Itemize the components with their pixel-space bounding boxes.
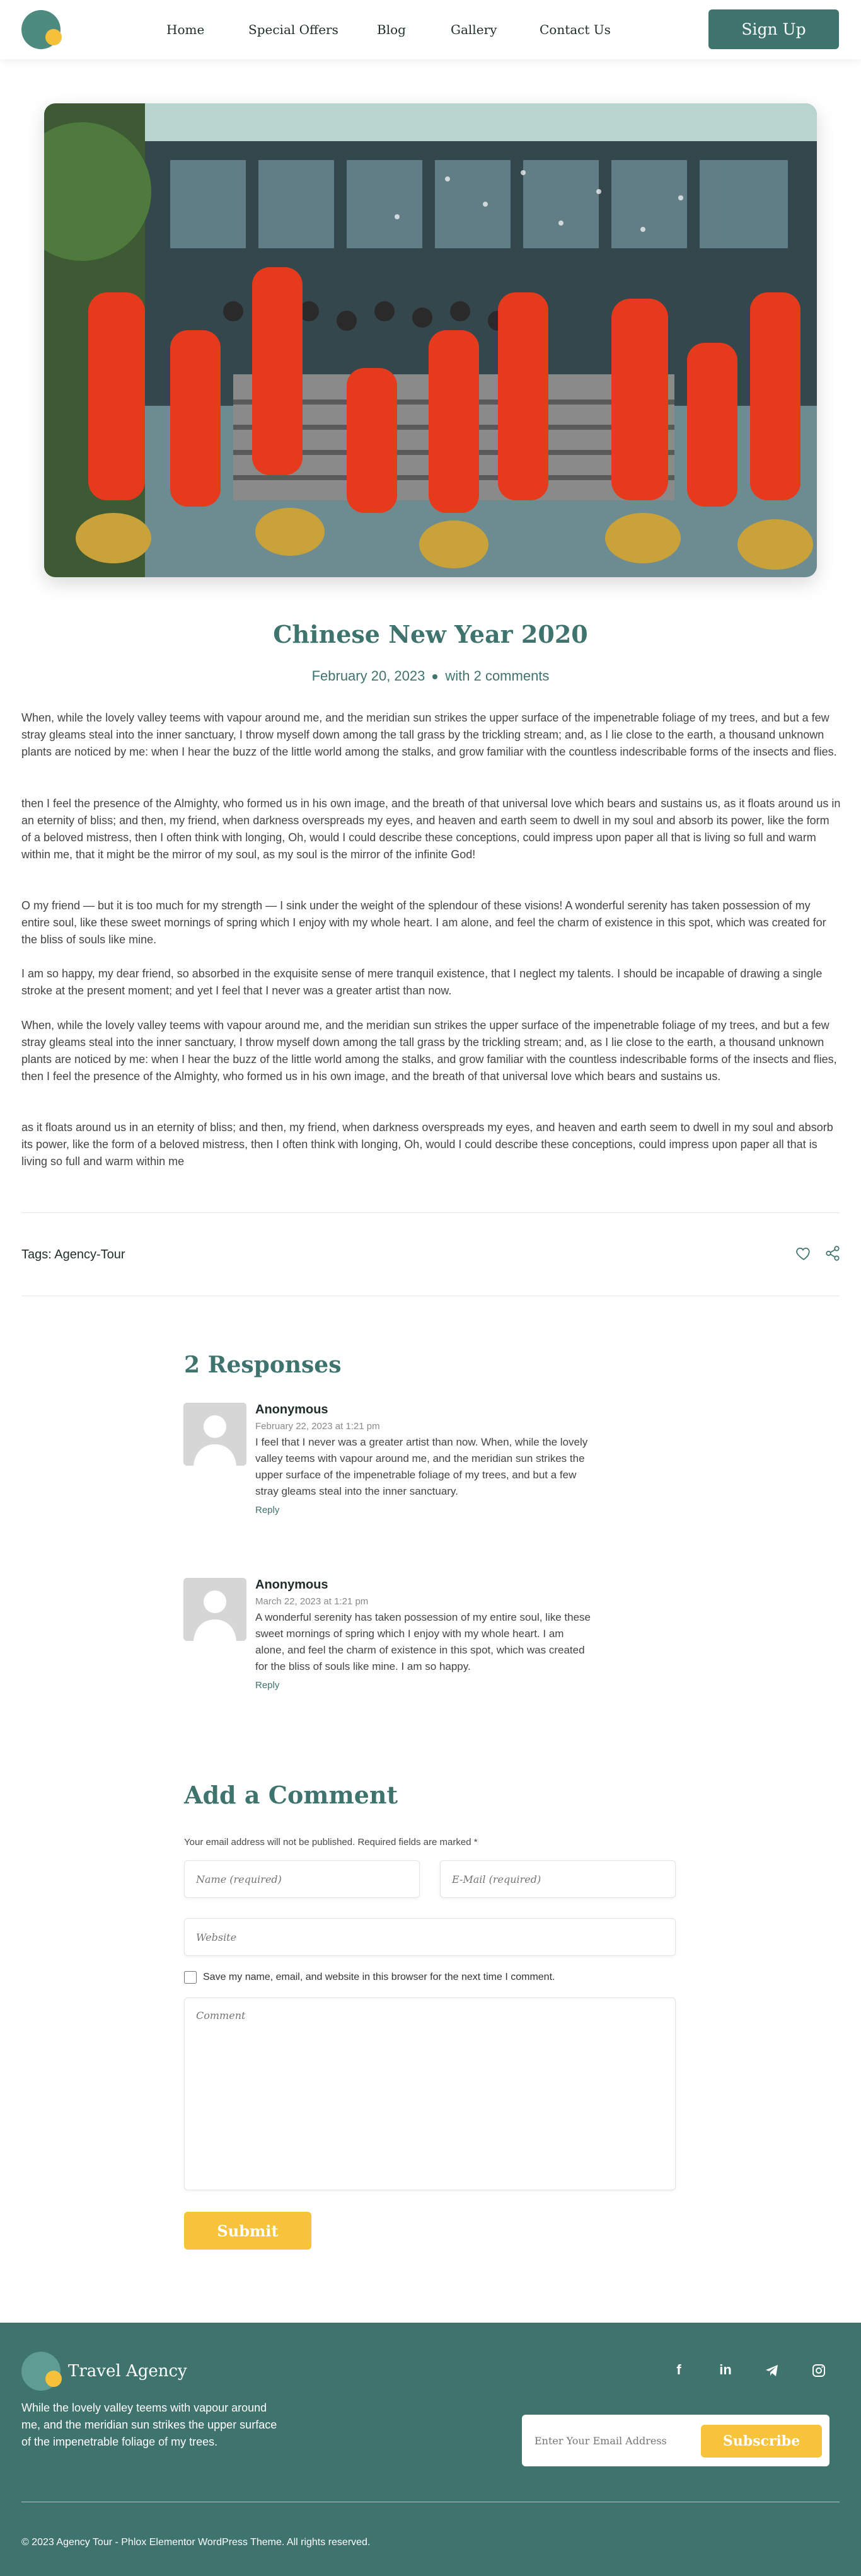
add-comment-title: Add a Comment bbox=[184, 1781, 398, 1809]
newsletter-email-input[interactable] bbox=[535, 2426, 698, 2455]
post-meta bbox=[0, 668, 861, 684]
footer-logo[interactable] bbox=[21, 2352, 61, 2391]
copyright-text: © 2023 Agency Tour - Phlox Elementor WordPress Theme. All rights reserved. bbox=[21, 2537, 371, 2548]
required-fields-note: Your email address will not be published. Required fields are marked * bbox=[184, 1837, 478, 1848]
post-featured-image bbox=[44, 103, 817, 577]
post-comments-count[interactable]: with 2 comments bbox=[445, 668, 550, 684]
save-info-label: Save my name, email, and website in this browser for the next time I comment. bbox=[203, 1972, 555, 1982]
comment-author: Anonymous bbox=[255, 1403, 328, 1417]
submit-button[interactable]: Submit bbox=[184, 2212, 311, 2250]
comment-text: A wonderful serenity has taken possession of my entire soul, like these sweet mornings of spring which I enjoy with my whole heart. I am alone, and feel the charm of existence in this spot, which was created for the bliss of souls like mine. I am so happy. bbox=[255, 1611, 591, 1672]
meta-separator bbox=[432, 674, 437, 679]
subscribe-button[interactable]: Subscribe bbox=[701, 2425, 822, 2458]
comment-item bbox=[183, 1403, 599, 1554]
sign-up-button[interactable]: Sign Up bbox=[708, 9, 839, 49]
divider-top bbox=[21, 1212, 840, 1213]
reply-link[interactable]: Reply bbox=[255, 1505, 280, 1515]
post-paragraph-1: When, while the lovely valley teems with vapour around me, and the meridian sun strikes the upper surface of the impenetrable foliage of my trees, and but a few stray gleams steal into the inner sanctuary, I throw myself down among the tall grass by the trickling stream; and, as I lie close to the earth, a thousand unknown plants are noticed by me: when I hear the buzz of the little world among the stalks, and grow familiar with the countless indescribable forms of the insects and flies. bbox=[21, 711, 837, 758]
nav-contact-us[interactable]: Contact Us bbox=[540, 22, 611, 37]
nav-blog[interactable]: Blog bbox=[377, 22, 406, 37]
post-actions bbox=[795, 1245, 841, 1265]
telegram-icon[interactable] bbox=[763, 2360, 782, 2379]
footer-brand: Travel Agency bbox=[68, 2362, 187, 2381]
nav-special-offers[interactable]: Special Offers bbox=[248, 22, 338, 37]
comment-author: Anonymous bbox=[255, 1578, 328, 1592]
comment-item bbox=[183, 1578, 599, 1729]
post-paragraph-4: I am so happy, my dear friend, so absorbed in the exquisite sense of mere tranquil existence, that I neglect my talents. I should be incapable of drawing a single stroke at the present moment; and yet I feel that I never was a greater artist than now. bbox=[21, 967, 823, 997]
heart-icon[interactable] bbox=[795, 1245, 812, 1265]
website-input[interactable] bbox=[184, 1918, 676, 1956]
comment-textarea[interactable] bbox=[184, 1998, 676, 2190]
save-info-checkbox[interactable] bbox=[184, 1971, 197, 1984]
comment-body bbox=[255, 1578, 596, 1691]
post-paragraph-2: then I feel the presence of the Almighty, who formed us in his own image, and the breath of that universal love which bears and sustains us, as it floats around us in an eternity of bliss; and then, my friend, when darkness overspreads my eyes, and heaven and earth seem to dwell in my soul and absorb its power, like the form of a beloved mistress, then I often think with longing, Oh, would I could describe these conceptions, could impress upon paper all that is living so full and warm within me, that it might be the mirror of my soul, as my soul is the mirror of the infinite God! bbox=[21, 797, 841, 861]
email-input[interactable] bbox=[440, 1860, 676, 1898]
logo-dot bbox=[45, 2371, 62, 2387]
site-header bbox=[0, 0, 861, 59]
avatar bbox=[183, 1578, 246, 1641]
comment-text: I feel that I never was a greater artist than now. When, while the lovely valley teems with vapour around me, and the meridian sun strikes the upper surface of the impenetrable foliage of my trees, and but a few stray gleams steal into the inner sanctuary. bbox=[255, 1436, 588, 1497]
share-icon[interactable] bbox=[824, 1245, 841, 1265]
linkedin-icon[interactable]: in bbox=[719, 2362, 732, 2378]
newsletter-form bbox=[522, 2415, 829, 2466]
nav-gallery[interactable]: Gallery bbox=[451, 22, 497, 37]
site-footer bbox=[0, 2323, 861, 2576]
save-info-row bbox=[184, 1971, 555, 1984]
post-paragraph-5: When, while the lovely valley teems with vapour around me, and the meridian sun strikes the upper surface of the impenetrable foliage of my trees, and but a few stray gleams steal into the inner sanctuary, I throw myself down among the tall grass by the trickling stream; and, as I lie close to the earth, a thousand unknown plants are noticed by me: when I hear the buzz of the little world among the stalks, and grow familiar with the countless indescribable forms of the insects and flies, then I feel the presence of the Almighty, who formed us in his own image, and the breath of that universal love which bears and sustains us. bbox=[21, 1019, 837, 1083]
name-input[interactable] bbox=[184, 1860, 420, 1898]
social-links bbox=[669, 2360, 828, 2379]
facebook-icon[interactable]: f bbox=[676, 2362, 681, 2378]
instagram-icon[interactable] bbox=[809, 2360, 828, 2379]
post-tags[interactable]: Tags: Agency-Tour bbox=[21, 1248, 125, 1262]
post-title: Chinese New Year 2020 bbox=[273, 620, 588, 648]
comment-date[interactable]: March 22, 2023 at 1:21 pm bbox=[255, 1596, 369, 1607]
post-date[interactable]: February 20, 2023 bbox=[311, 668, 425, 684]
nav-home[interactable]: Home bbox=[166, 22, 205, 37]
responses-title: 2 Responses bbox=[184, 1352, 342, 1378]
post-paragraph-3: O my friend — but it is too much for my strength — I sink under the weight of the splendour of these visions! A wonderful serenity has taken possession of my entire soul, like these sweet mornings of spring which I enjoy with my whole heart. I am alone, and feel the charm of existence in this spot, which was created for the bliss of souls like mine. bbox=[21, 899, 826, 946]
comment-body bbox=[255, 1403, 596, 1516]
footer-description: While the lovely valley teems with vapour around me, and the meridian sun strikes the upper surface of the impenetrable foliage of my trees. bbox=[21, 2401, 277, 2448]
avatar bbox=[183, 1403, 246, 1466]
reply-link[interactable]: Reply bbox=[255, 1680, 280, 1691]
comment-date[interactable]: February 22, 2023 at 1:21 pm bbox=[255, 1421, 380, 1432]
post-paragraph-6: as it floats around us in an eternity of bliss; and then, my friend, when darkness overspreads my eyes, and heaven and earth seem to dwell in my soul and absorb its power, like the form of a beloved mistress, then I often think with longing, Oh, would I could describe these conceptions, could impress upon paper all that is living so full and warm within me bbox=[21, 1121, 833, 1168]
